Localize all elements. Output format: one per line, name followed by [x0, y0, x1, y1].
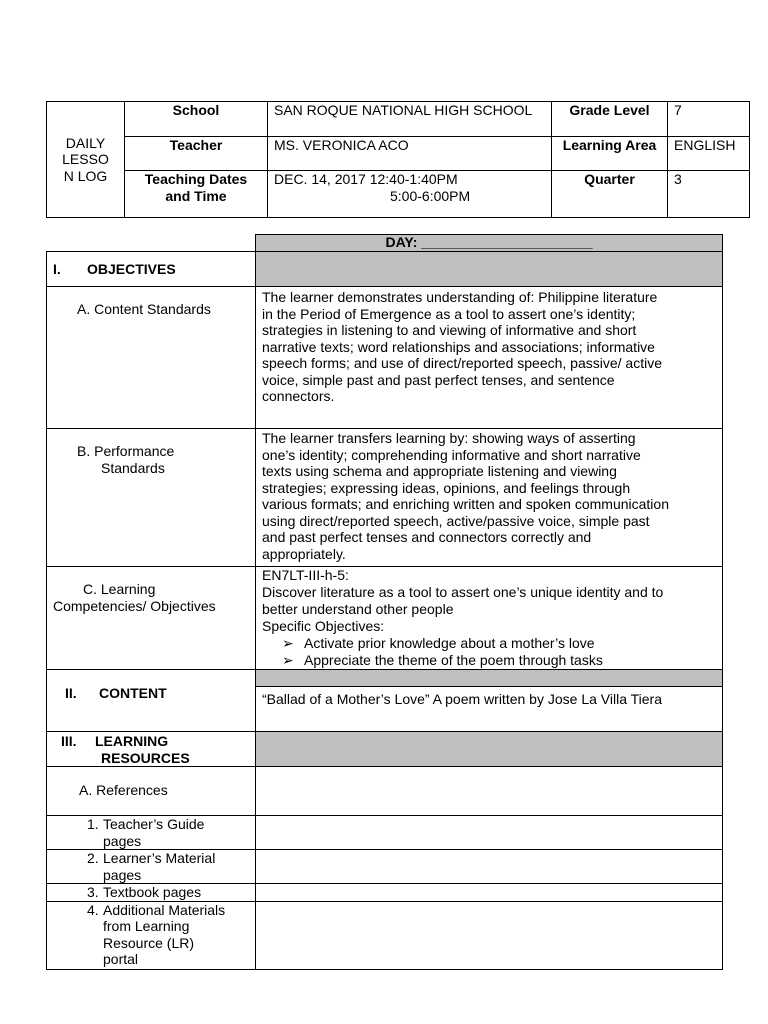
learners-material-value [256, 850, 723, 884]
grade-level-value: 7 [668, 102, 750, 137]
content-heading: II. CONTENT [47, 670, 256, 732]
learning-competencies-label: C. Learning Competencies/ Objectives [47, 567, 256, 670]
objectives-shaded-cell [256, 252, 723, 287]
learning-resources-heading: III. LEARNING RESOURCES [47, 732, 256, 767]
additional-materials-label: 4. Additional Materials from Learning Resource (LR) portal [47, 901, 256, 969]
performance-standards-label: B. Performance Standards [47, 429, 256, 567]
specific-objective-item: ➢ Appreciate the theme of the poem through tasks [282, 652, 603, 668]
additional-materials-value [256, 901, 723, 969]
learners-material-label: 2. Learner’s Material pages [47, 850, 256, 884]
school-value: SAN ROQUE NATIONAL HIGH SCHOOL [268, 102, 552, 137]
day-header: DAY: ______________________ [256, 235, 723, 252]
quarter-label: Quarter [552, 171, 668, 218]
objectives-heading: I. OBJECTIVES [47, 252, 256, 287]
learning-area-value: ENGLISH [668, 137, 750, 171]
grade-level-label: Grade Level [552, 102, 668, 137]
specific-objective-item: ➢ Activate prior knowledge about a mother’s love [282, 635, 595, 651]
performance-standards-value: The learner transfers learning by: showing ways of asserting one’s identity; comprehending informative and short narrative texts using schema and appropriate listening and viewing strategies; expressing ideas, opinions, and feelings through various formats; and enriching written and spoken communication using direct/reported speech, active/passive voice, simple past and past perfect tenses and connectors correctly and appropriately. [256, 429, 723, 567]
references-label: A. References [47, 767, 256, 816]
school-label: School [125, 102, 268, 137]
textbook-pages-value [256, 884, 723, 902]
arrow-bullet-icon: ➢ [282, 652, 294, 668]
teacher-value: MS. VERONICA ACO [268, 137, 552, 171]
textbook-pages-label: 3. Textbook pages [47, 884, 256, 902]
resources-shaded-cell [256, 732, 723, 767]
learning-area-label: Learning Area [552, 137, 668, 171]
daily-lesson-log-label: DAILY LESSO N LOG [47, 102, 125, 218]
lesson-log-table [46, 234, 723, 970]
content-standards-value: The learner demonstrates understanding of: Philippine literature in the Period of Emergence as a tool to assert one’s identity; strategies in listening to and viewing of informative and short narrative texts; word relationships and associations; informative speech forms; and use of direct/reported speech, passive/ active voice, simple past and past perfect tenses, and sentence connectors. [256, 287, 723, 429]
references-value [256, 767, 723, 816]
content-standards-label: A. Content Standards [47, 287, 256, 429]
teacher-label: Teacher [125, 137, 268, 171]
teachers-guide-value [256, 816, 723, 850]
teachers-guide-label: 1. Teacher’s Guide pages [47, 816, 256, 850]
teaching-dates-label: Teaching Dates and Time [125, 171, 268, 218]
header-table [46, 101, 750, 218]
learning-competencies-value: EN7LT-III-h-5: Discover literature as a tool to assert one’s unique identity and to better understand other people Specific Objectives: ➢ Activate prior knowledge about a mother’s love ➢ Appreciate the theme of the poem through tasks [256, 567, 723, 670]
teaching-dates-value: DEC. 14, 2017 12:40-1:40PM 5:00-6:00PM [268, 171, 552, 218]
arrow-bullet-icon: ➢ [282, 635, 294, 651]
content-shaded-cell [256, 670, 723, 687]
content-value: “Ballad of a Mother’s Love” A poem written by Jose La Villa Tiera [256, 687, 723, 732]
quarter-value: 3 [668, 171, 750, 218]
